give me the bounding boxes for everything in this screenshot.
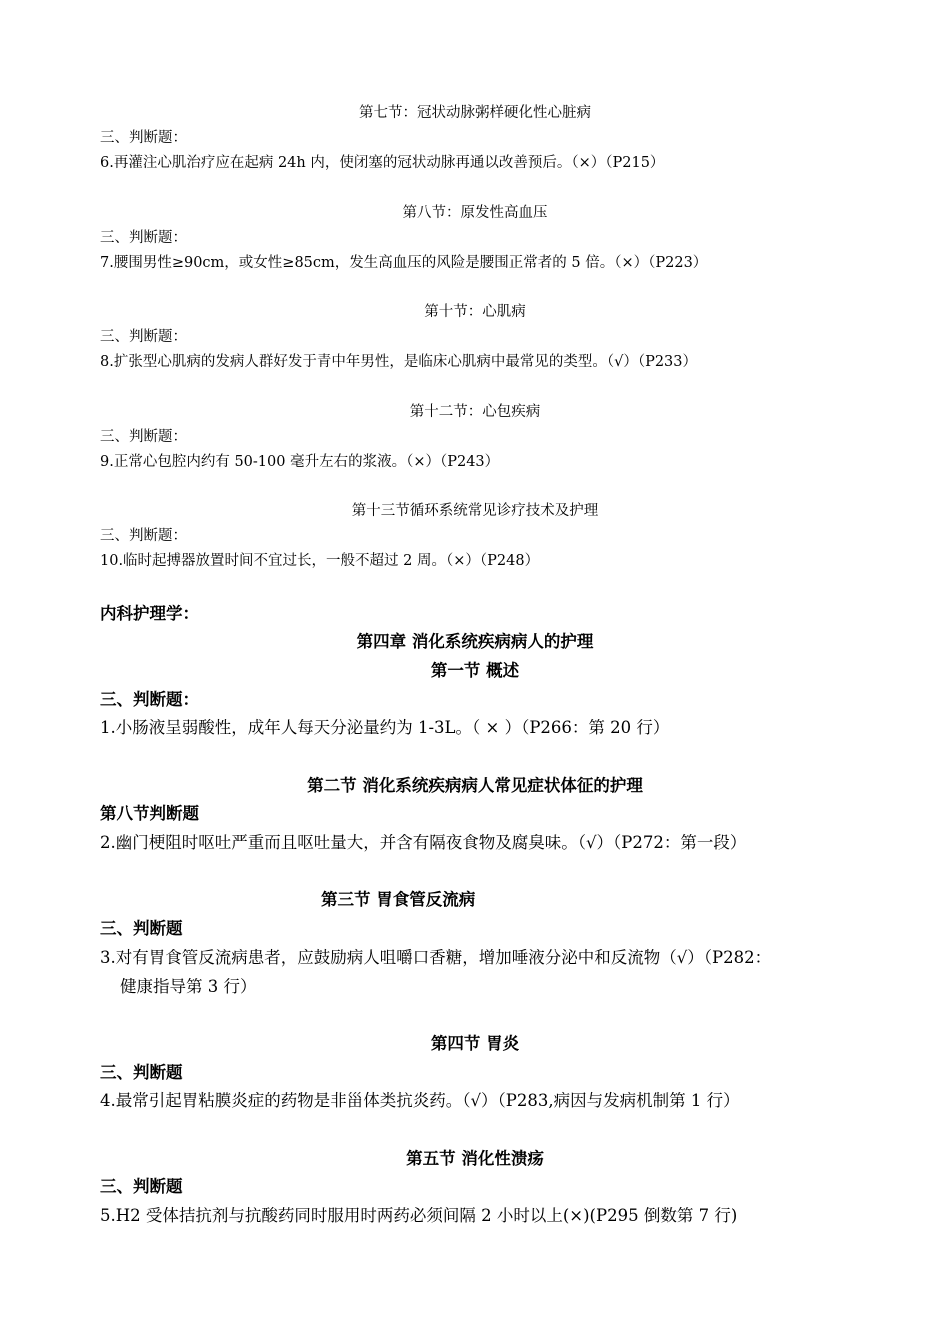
section-heading: 第二节 消化系统疾病病人常见症状体征的护理 — [307, 776, 643, 795]
question-item: 7.腰围男性≥90cm，或女性≥85cm，发生高血压的风险是腰围正常者的 5 倍。（×）（P223） — [100, 255, 708, 271]
question-item: 5.H2 受体拮抗剂与抗酸药同时服用时两药必须间隔 2 小时以上(×)(P295 倒数第 7 行) — [100, 1206, 738, 1225]
section-heading: 第十节：心肌病 — [424, 304, 526, 320]
question-item: 3.对有胃食管反流病患者，应鼓励病人咀嚼口香糖，增加唾液分泌中和反流物（√）（P282： — [100, 948, 772, 967]
section-heading: 第七节：冠状动脉粥样硬化性心脏病 — [359, 105, 591, 121]
section-heading: 第十三节循环系统常见诊疗技术及护理 — [351, 503, 599, 519]
question-type-label: 三、判断题： — [100, 130, 187, 146]
question-item: 9.正常心包腔内约有 50-100 毫升左右的浆液。（×）（P243） — [100, 454, 500, 470]
question-type-label: 三、判断题： — [100, 429, 187, 445]
section-heading: 第十二节：心包疾病 — [409, 404, 541, 420]
question-item: 6.再灌注心肌治疗应在起病 24h 内，使闭塞的冠状动脉再通以改善预后。（×）（P215） — [100, 155, 665, 171]
section-heading: 第八节：原发性高血压 — [402, 205, 548, 221]
question-item: 4.最常引起胃粘膜炎症的药物是非甾体类抗炎药。（√）（P283,病因与发病机制第 1 行） — [100, 1091, 740, 1110]
question-type-label: 三、判断题： — [100, 230, 187, 246]
question-item: 8.扩张型心肌病的发病人群好发于青中年男性，是临床心肌病中最常见的类型。（√）（P233） — [100, 354, 698, 370]
question-type-label: 三、判断题 — [100, 1063, 183, 1082]
section-heading: 第五节 消化性溃疡 — [406, 1149, 544, 1168]
subject-title: 内科护理学： — [100, 604, 199, 623]
question-type-label: 三、判断题 — [100, 919, 183, 938]
question-type-label: 第八节判断题 — [100, 804, 199, 823]
question-type-label: 三、判断题： — [100, 329, 187, 345]
question-type-label: 三、判断题 — [100, 1177, 183, 1196]
question-type-label: 三、判断题： — [100, 528, 187, 544]
question-item: 2.幽门梗阻时呕吐严重而且呕吐量大，并含有隔夜食物及腐臭味。（√）（P272：第一段） — [100, 833, 747, 852]
question-item: 1.小肠液呈弱酸性，成年人每天分泌量约为 1-3L。（ × ）（P266：第 20 行） — [100, 718, 670, 737]
question-item-continuation: 健康指导第 3 行） — [120, 977, 257, 996]
section-heading: 第一节 概述 — [430, 661, 520, 680]
section-heading: 第三节 胃食管反流病 — [321, 890, 476, 909]
question-type-label: 三、判断题： — [100, 690, 199, 709]
section-heading: 第四节 胃炎 — [430, 1034, 520, 1053]
chapter-title: 第四章 消化系统疾病病人的护理 — [356, 632, 594, 651]
question-item: 10.临时起搏器放置时间不宜过长，一般不超过 2 周。（×）（P248） — [100, 553, 540, 569]
